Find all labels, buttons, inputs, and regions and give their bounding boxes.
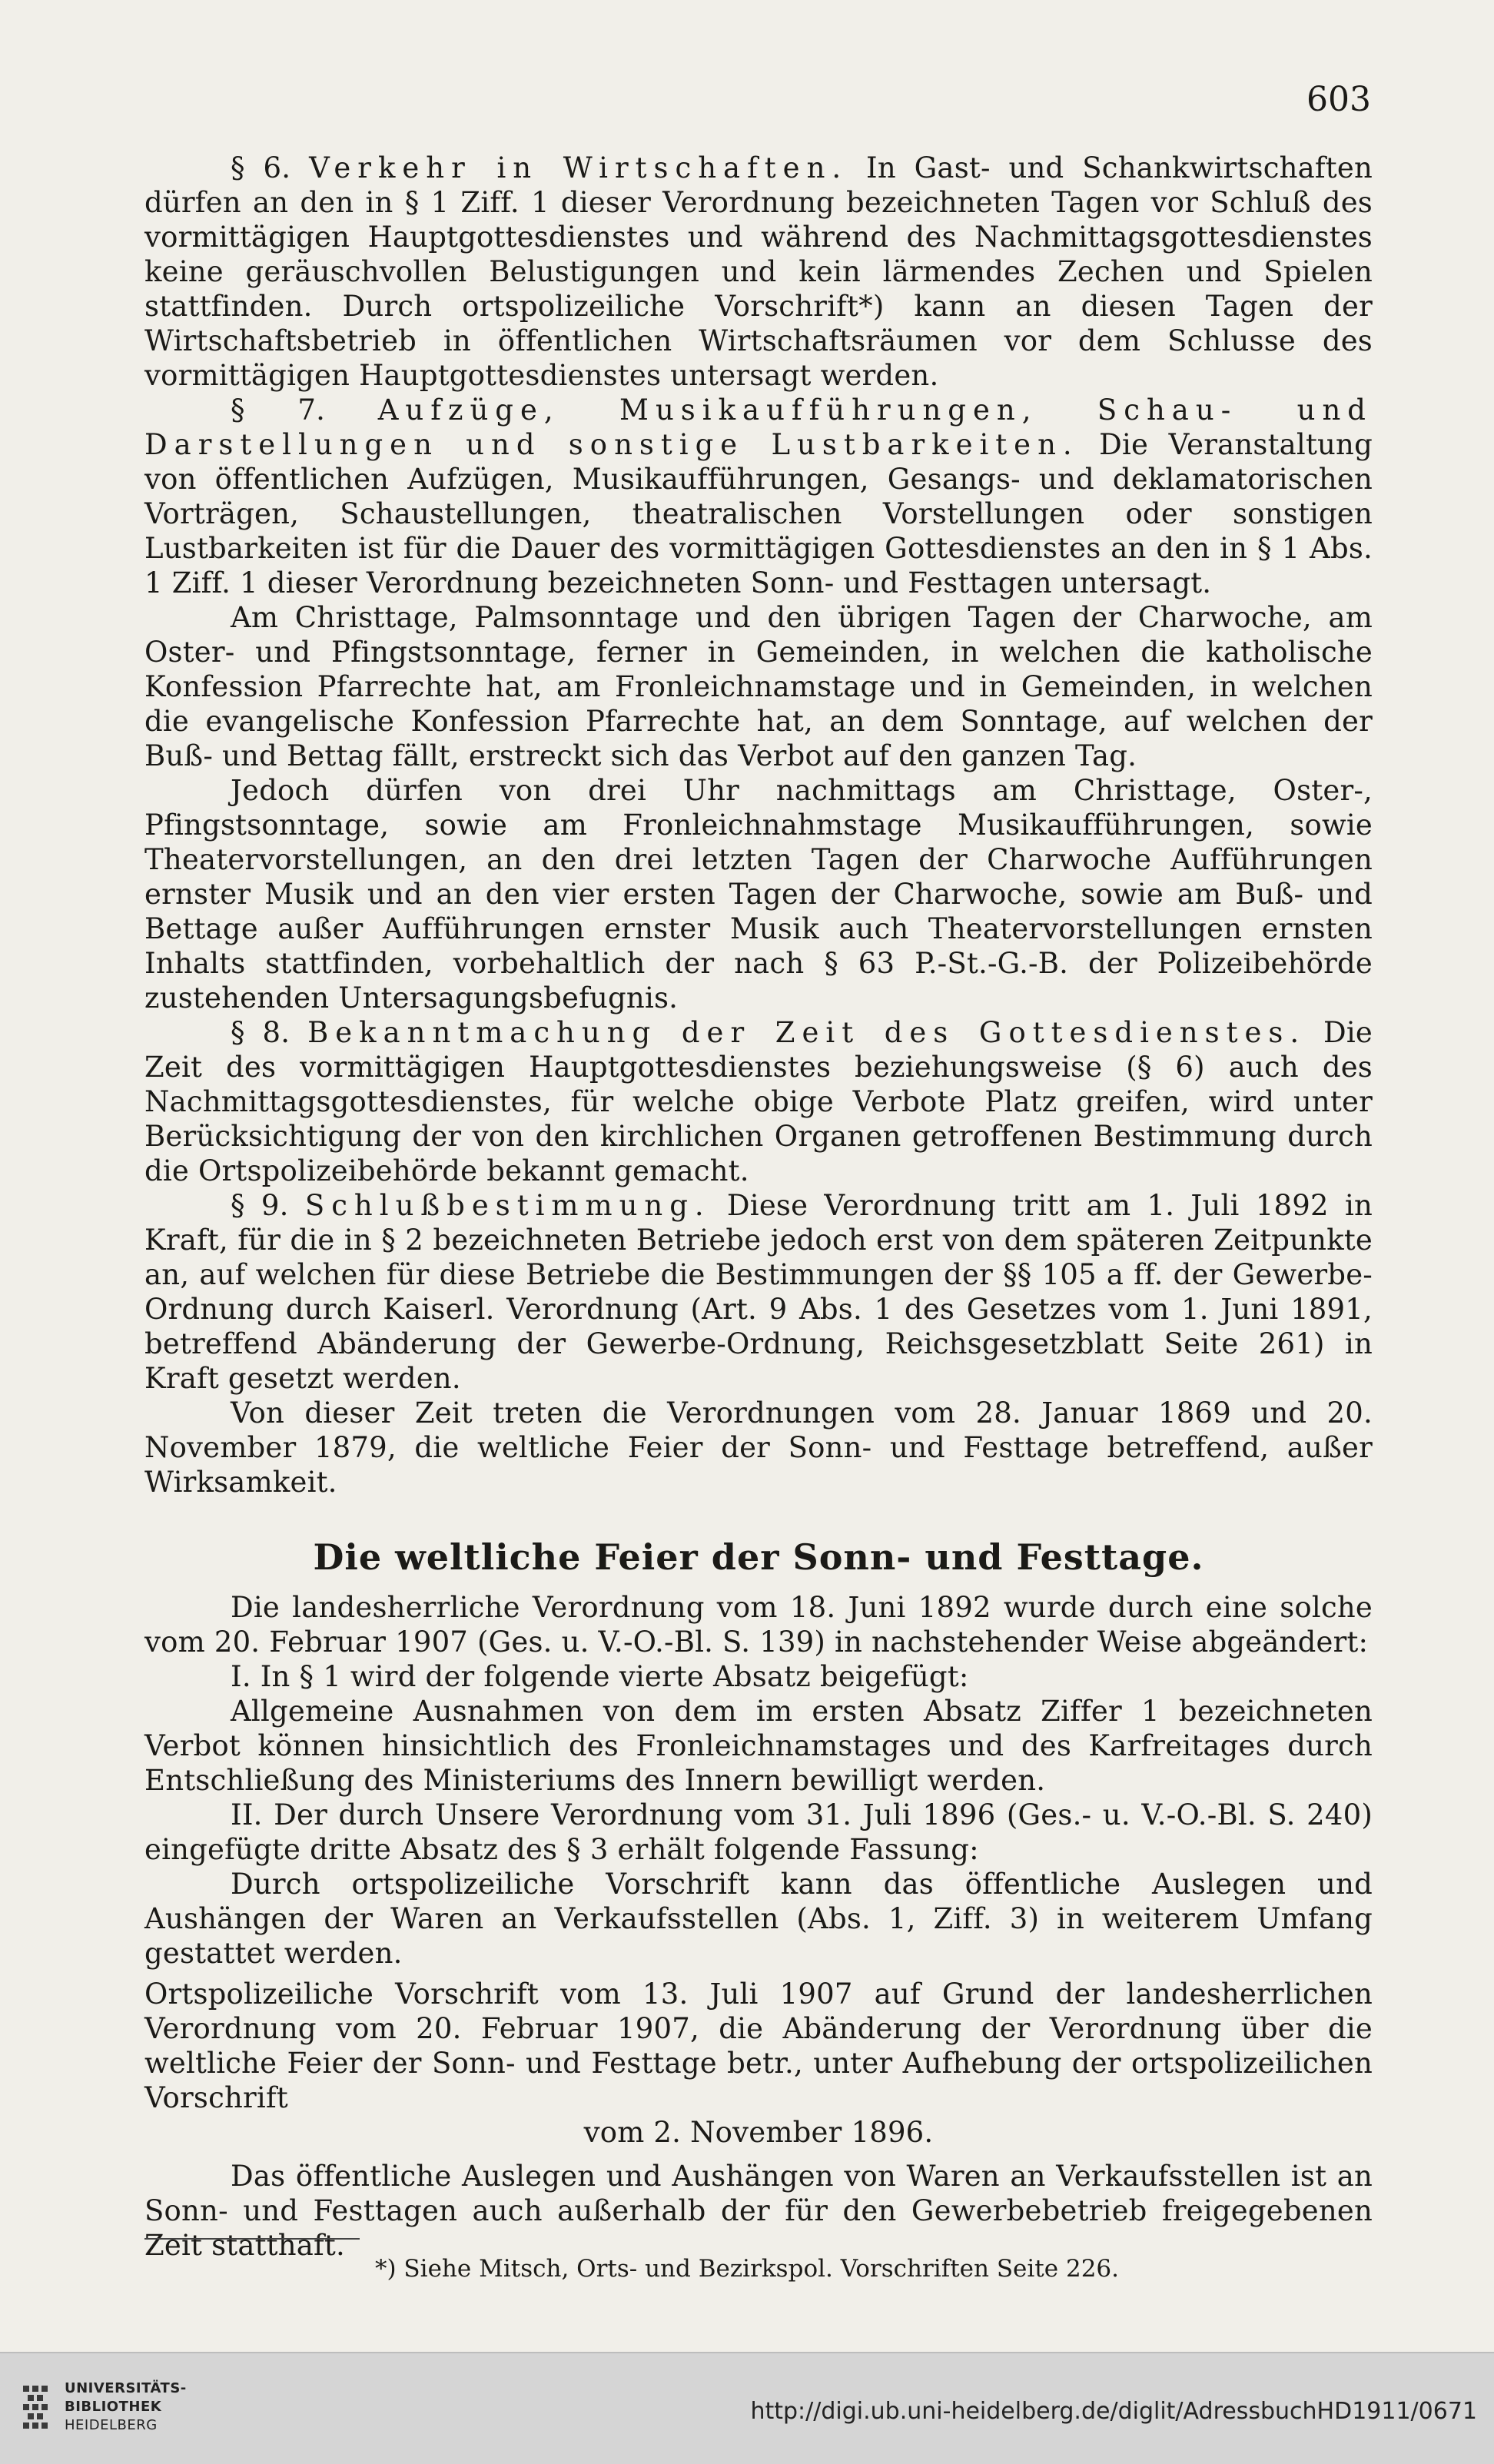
paragraph <box>144 393 1373 600</box>
paragraph: I. In § 1 wird der folgende vierte Absatz beigefügt: <box>231 1660 969 1693</box>
page-body <box>144 151 1373 2263</box>
section-title: Schlußbestimmung. <box>304 1189 711 1222</box>
ortsvorschrift-date: vom 2. November 1896. <box>583 2116 934 2149</box>
paragraph: Am Christtage, Palmsonntage und den übrigen Tagen der Charwoche, am Oster- und Pfingstsonntage, ferner in Gemeinden, in welchen die katholische Konfession Pfarrechte hat, am Fronleichnamstage und in Gemeinden, in welchen die evangelische Konfession Pfarrechte hat, an dem Sonntage, auf welchen der Buß- und Bettag fällt, erstreckt sich das Verbot auf den ganzen Tag. <box>144 601 1373 772</box>
section-title: Bekanntmachung der Zeit des Gottesdienstes. <box>307 1016 1306 1049</box>
paragraph: Durch ortspolizeiliche Vorschrift kann das öffentliche Auslegen und Aushängen der Waren an Verkaufsstellen (Abs. 1, Ziff. 3) in weiterem Umfang gestattet werden. <box>144 1868 1373 1970</box>
paragraph: Die landesherrliche Verordnung vom 18. Juni 1892 wurde durch eine solche vom 20. Februar 1907 (Ges. u. V.-O.-Bl. S. 139) in nachstehender Weise abgeändert: <box>144 1591 1373 1659</box>
section-text: Die Veranstaltung von öffentlichen Aufzügen, Musikaufführungen, Gesangs- und deklamatorischen Vorträgen, Schaustellungen, theatralischen Vorstellungen oder sonstigen Lustbarkeiten ist für die Dauer des vormittägigen Gottesdienstes an den in § 1 Abs. 1 Ziff. 1 dieser Verordnung bezeichneten Sonn- und Festtagen untersagt. <box>144 428 1373 599</box>
section-7 <box>144 393 1373 1015</box>
section-9 <box>144 1188 1373 1499</box>
section-number: § 9. <box>231 1189 289 1222</box>
footnote-divider <box>144 2238 360 2240</box>
library-logo-icon <box>22 2384 49 2433</box>
section-text: In Gast- und Schankwirtschaften dürfen an den in § 1 Ziff. 1 dieser Verordnung bezeichneten Tagen vor Schluß des vormittägigen Hauptgottesdienstes und während des Nachmittagsgottesdienstes keine geräuschvollen Belustigungen und kein lärmendes Zechen und Spielen stattfinden. Durch ortspolizeiliche Vorschrift*) kann an diesen Tagen der Wirtschaftsbetrieb in öffentlichen Wirtschaftsräumen vor dem Schlusse des vormittägigen Hauptgottesdienstes untersagt werden. <box>144 151 1373 392</box>
paragraph <box>144 1188 1373 1396</box>
library-name <box>65 2379 187 2435</box>
paragraph: Von dieser Zeit treten die Verordnungen vom 28. Januar 1869 und 20. November 1879, die weltliche Feier der Sonn- und Festtage betreffend, außer Wirksamkeit. <box>144 1396 1373 1499</box>
library-name-line: UNIVERSITÄTS- <box>65 2380 187 2396</box>
section-text: Die Zeit des vormittägigen Hauptgottesdienstes beziehungsweise (§ 6) auch des Nachmittagsgottesdienstes, für welche obige Verbote Platz greifen, wird unter Berücksichtigung der von den kirchlichen Organen getroffenen Bestimmung durch die Ortspolizeibehörde bekannt gemacht. <box>144 1016 1373 1187</box>
section-number: § 6. <box>231 151 291 184</box>
paragraph: II. Der durch Unsere Verordnung vom 31. Juli 1896 (Ges.- u. V.-O.-Bl. S. 240) eingefügte dritte Absatz des § 3 erhält folgende Fassung: <box>144 1798 1373 1866</box>
paragraph <box>144 1015 1373 1188</box>
section-number: § 8. <box>231 1016 290 1049</box>
section-8 <box>144 1015 1373 1188</box>
library-name-line: HEIDELBERG <box>65 2417 158 2433</box>
page-number: 603 <box>1306 80 1371 119</box>
footnote: *) Siehe Mitsch, Orts- und Bezirkspol. Vorschriften Seite 226. <box>374 2255 1119 2283</box>
section-title: Aufzüge, Musikaufführungen, Schau- und Darstellungen und sonstige Lustbarkeiten. <box>144 394 1373 461</box>
paragraph: Jedoch dürfen von drei Uhr nachmittags am Christtage, Oster-, Pfingstsonntage, sowie am Fronleichnahmstage Musikaufführungen, sowie Theatervorstellungen, an den drei letzten Tagen der Charwoche Aufführungen ernster Musik und an den vier ersten Tagen der Charwoche, sowie am Buß- und Bettage außer Aufführungen ernster Musik auch Theatervorstellungen ernsten Inhalts stattfinden, vorbehaltlich der nach § 63 P.-St.-G.-B. der Polizeibehörde zustehenden Untersagungsbefugnis. <box>144 774 1373 1014</box>
section-title: Verkehr in Wirtschaften. <box>309 151 848 184</box>
section-6 <box>144 151 1373 393</box>
library-name-line: BIBLIOTHEK <box>65 2399 162 2415</box>
appendix-heading: Die weltliche Feier der Sonn- und Festtage. <box>313 1536 1204 1578</box>
footer-bar <box>0 2352 1494 2464</box>
paragraph <box>144 151 1373 393</box>
section-text: Diese Verordnung tritt am 1. Juli 1892 in Kraft, für die in § 2 bezeichneten Betriebe jedoch erst von dem späteren Zeitpunkte an, auf welchen für diese Betriebe die Bestimmungen der §§ 105 a ff. der Gewerbe-Ordnung durch Kaiserl. Verordnung (Art. 9 Abs. 1 des Gesetzes vom 1. Juni 1891, betreffend Abänderung der Gewerbe-Ordnung, Reichsgesetzblatt Seite 261) in Kraft gesetzt werden. <box>144 1189 1373 1395</box>
source-url[interactable]: http://digi.ub.uni-heidelberg.de/diglit/AdressbuchHD1911/0671 <box>750 2398 1477 2425</box>
paragraph: Das öffentliche Auslegen und Aushängen von Waren an Verkaufsstellen ist an Sonn- und Festtagen auch außerhalb der für den Gewerbebetrieb freigegebenen Zeit statthaft. <box>144 2160 1373 2262</box>
appendix <box>144 1590 1373 2263</box>
paragraph: Allgemeine Ausnahmen von dem im ersten Absatz Ziffer 1 bezeichneten Verbot können hinsichtlich des Fronleichnamstages und des Karfreitages durch Entschließung des Ministeriums des Innern bewilligt werden. <box>144 1695 1373 1797</box>
section-number: § 7. <box>231 394 326 427</box>
ortsvorschrift-title: Ortspolizeiliche Vorschrift vom 13. Juli 1907 auf Grund der landesherrlichen Verordnung vom 20. Februar 1907, die Abänderung der Verordnung über die weltliche Feier der Sonn- und Festtage betr., unter Aufhebung der ortspolizeilichen Vorschrift <box>144 1978 1373 2114</box>
